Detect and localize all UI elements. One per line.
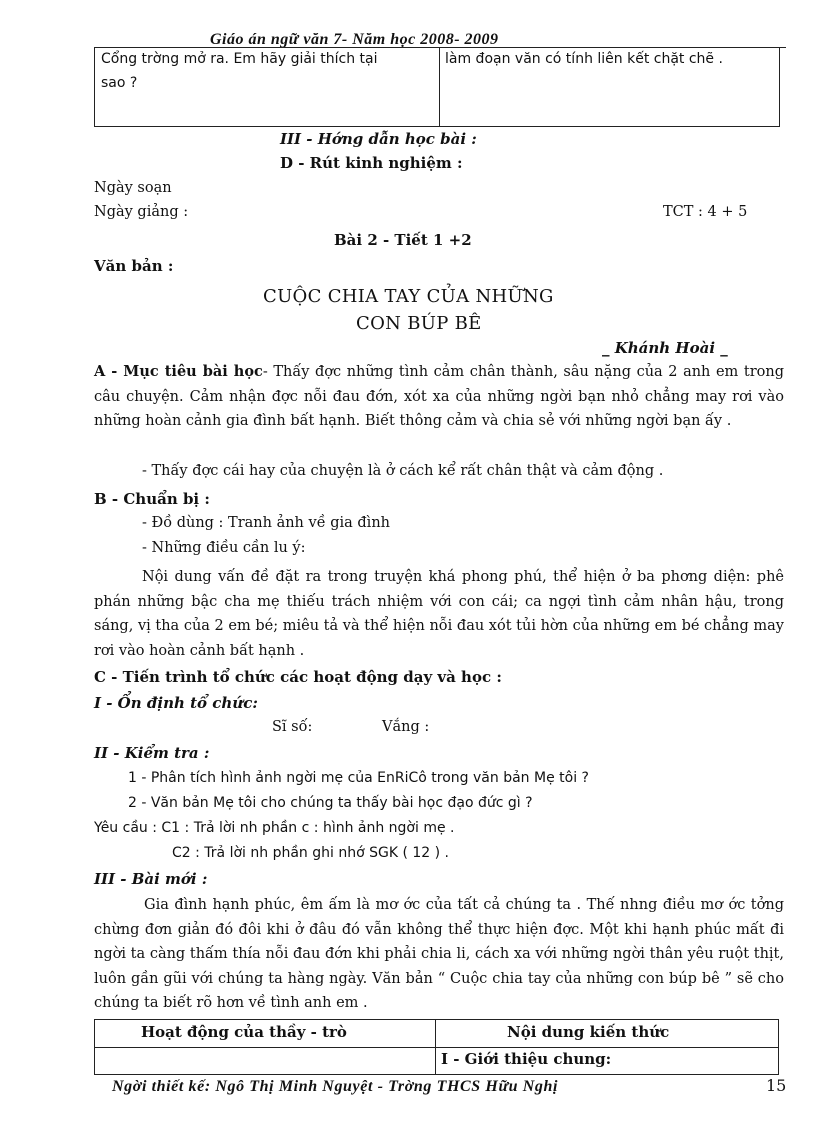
tct: TCT : 4 + 5 bbox=[663, 204, 748, 220]
si-so: Sĩ số: bbox=[272, 719, 313, 735]
muc-tieu-label: A - Mục tiêu bài học bbox=[94, 363, 263, 380]
top-table bbox=[94, 48, 780, 127]
kiem-tra-q1: 1 - Phân tích hình ảnh ngời mẹ của EnRiCô trong văn bản Mẹ tôi ? bbox=[128, 770, 589, 786]
table-row1-content: I - Giới thiệu chung: bbox=[441, 1050, 612, 1068]
bai-moi-paragraph: Gia đình hạnh phúc, êm ấm là mơ ớc của tất cả chúng ta . Thế nhng điều mơ ớc tởng chừng đơn giản đó đôi khi ở đâu đó vẫn không thể thực hiện đợc. Một khi hạnh phúc mất đi ngời ta càng thấm thía nỗi đau đớn khi phải chia li, cách xa với những ngời thân yêu ruột thịt, luôn gần gũi với chúng ta hàng ngày. Văn bản “ Cuộc chia tay của những con búp bê ” sẽ cho chúng ta biết rõ hơn về tình anh em . bbox=[94, 897, 784, 1011]
chuan-bi-label: B - Chuẩn bị : bbox=[94, 490, 210, 508]
kiem-tra-q2: 2 - Văn bản Mẹ tôi cho chúng ta thấy bài học đạo đức gì ? bbox=[128, 795, 533, 811]
section-rut-kinh-nghiem: D - Rút kinh nghiệm : bbox=[280, 154, 463, 172]
do-dung-line: - Đồ dùng : Tranh ảnh về gia đình bbox=[142, 515, 390, 531]
page-footer: Ngời thiết kế: Ngô Thị Minh Nguyệt - Trờng THCS Hữu Nghị bbox=[112, 1078, 559, 1095]
yeu-cau-line1: Yêu cầu : C1 : Trả lời nh phần c : hình ảnh ngời mẹ . bbox=[94, 820, 455, 836]
top-table-left-line2: sao ? bbox=[101, 75, 138, 91]
table-header-content: Nội dung kiến thức bbox=[507, 1023, 670, 1041]
activity-table bbox=[94, 1019, 779, 1075]
top-table-left-cell bbox=[95, 48, 440, 126]
ngay-soan: Ngày soạn bbox=[94, 180, 172, 196]
noi-dung-paragraph: Nội dung vấn đề đặt ra trong truyện khá phong phú, thể hiện ở ba phơng diện: phê phán những bậc cha mẹ thiếu trách nhiệm với con cái; ca ngợi tình cảm nhân hậu, trong sáng, vị tha của 2 em bé; miêu tả và thể hiện nỗi đau xót tủi hờn của những em bé chẳng may rơi vào hoàn cảnh bất hạnh . bbox=[94, 569, 784, 659]
top-table-right-cell: làm đoạn văn có tính liên kết chặt chẽ . bbox=[445, 51, 723, 67]
luu-y-line: - Những điều cần lu ý: bbox=[142, 540, 306, 556]
author: _ Khánh Hoài _ bbox=[602, 339, 728, 357]
section-huong-dan: III - Hớng dẫn học bài : bbox=[280, 130, 477, 148]
page-header: Giáo án ngữ văn 7- Năm học 2008- 2009 bbox=[210, 31, 499, 48]
page-number: 15 bbox=[766, 1076, 787, 1095]
muc-tieu-text: - Thấy đợc những tình cảm chân thành, sâu nặng của 2 anh em trong câu chuyện. Cảm nhận đợc nỗi đau đớn, xót xa của những ngời bạn nhỏ chẳng may rơi vào những hoàn cảnh gia đình bất hạnh. Biết thông cảm và chia sẻ với những ngời bạn ấy . bbox=[94, 364, 784, 429]
van-ban-label: Văn bản : bbox=[94, 257, 174, 275]
title-line2: CON BÚP BÊ bbox=[356, 313, 482, 334]
kiem-tra-heading: II - Kiểm tra : bbox=[94, 744, 210, 762]
table-row-divider bbox=[95, 1047, 778, 1048]
yeu-cau-line2: C2 : Trả lời nh phần ghi nhớ SGK ( 12 ) . bbox=[172, 845, 449, 861]
muc-tieu-paragraph bbox=[94, 360, 784, 434]
lesson-number: Bài 2 - Tiết 1 +2 bbox=[334, 231, 472, 249]
on-dinh-heading: I - Ổn định tổ chức: bbox=[94, 694, 258, 712]
tien-trinh-heading: C - Tiến trình tổ chức các hoạt động dạy và học : bbox=[94, 668, 502, 686]
table-header-activities: Hoạt động của thầy - trò bbox=[141, 1023, 347, 1041]
vang: Vắng : bbox=[382, 719, 430, 735]
top-table-left-line1: Cổng trờng mở ra. Em hãy giải thích tại bbox=[101, 51, 378, 67]
bai-moi-heading: III - Bài mới : bbox=[94, 870, 208, 888]
ngay-giang: Ngày giảng : bbox=[94, 204, 189, 220]
title-line1: CUỘC CHIA TAY CỦA NHỮNG bbox=[263, 286, 554, 307]
thay-duoc-line: - Thấy đợc cái hay của chuyện là ở cách kể rất chân thật và cảm động . bbox=[142, 463, 664, 479]
